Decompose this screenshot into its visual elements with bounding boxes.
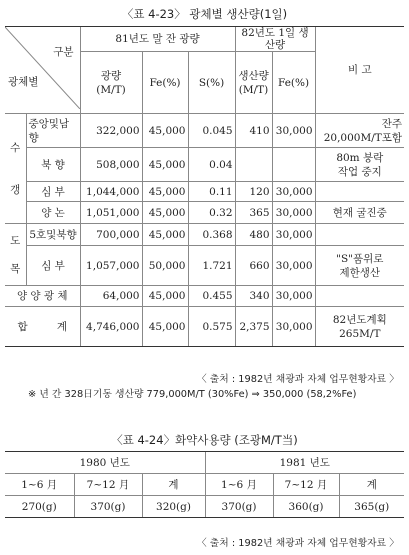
cell-production-fe: 30,000 xyxy=(272,224,315,246)
header-gwangche: 광체별 xyxy=(8,76,39,88)
cell-s: 1.721 xyxy=(188,246,235,286)
col-header: 1~6 月 xyxy=(5,474,74,496)
usage-value: 270(g) xyxy=(5,496,74,518)
cell-note: 잔주 20,000M/T포함 xyxy=(315,114,404,148)
usage-value: 320(g) xyxy=(142,496,205,518)
cell-fe: 45,000 xyxy=(142,286,188,307)
cell-production: 365 xyxy=(235,202,272,224)
cell-note: 82년도계획 265M/T xyxy=(315,307,404,347)
cell-s: 0.368 xyxy=(188,224,235,246)
cell-production-fe: 30,000 xyxy=(272,202,315,224)
cell-note xyxy=(315,182,404,202)
cell-quantity: 322,000 xyxy=(80,114,142,148)
diagonal-line xyxy=(5,27,80,109)
header-gubun: 구분 xyxy=(53,46,74,58)
cell-quantity: 4,746,000 xyxy=(80,307,142,347)
table2-source: 〈 출처 : 1982년 채광과 자체 업무현황자료 〉 xyxy=(196,538,399,549)
cell-note: 현재 굴진중 xyxy=(315,202,404,224)
cell-quantity: 508,000 xyxy=(80,148,142,182)
header-bigo: 비 고 xyxy=(315,27,404,114)
row-name: 북 향 xyxy=(26,148,80,182)
header-1981: 1981 년도 xyxy=(205,452,404,474)
cell-production: 2,375 xyxy=(235,307,272,347)
col-header: 계 xyxy=(339,474,404,496)
cell-production-fe xyxy=(272,148,315,182)
col-header: 계 xyxy=(142,474,205,496)
cell-note xyxy=(315,286,404,307)
group-domok: 도 목 xyxy=(5,224,26,286)
row-total-name: 합 계 xyxy=(5,307,80,347)
row-name: 양 양 광 체 xyxy=(5,286,80,307)
cell-note: "S"품위로 제한생산 xyxy=(315,246,404,286)
cell-s: 0.045 xyxy=(188,114,235,148)
row-name: 양 논 xyxy=(26,202,80,224)
table1-source: 〈 출처 : 1982년 채광과 자체 업무현황자료 〉 xyxy=(196,374,399,385)
cell-production: 120 xyxy=(235,182,272,202)
corner-header-cell xyxy=(5,27,80,114)
cell-production-fe: 30,000 xyxy=(272,286,315,307)
row-name: 심 부 xyxy=(26,246,80,286)
cell-s: 0.04 xyxy=(188,148,235,182)
table1-footnote: ※ 년 간 328日기동 생산량 779,000M/T (30%Fe) ⇒ 350,000 (58,2%Fe) xyxy=(28,389,357,400)
cell-quantity: 1,057,000 xyxy=(80,246,142,286)
cell-fe: 45,000 xyxy=(142,114,188,148)
header-fe: Fe(%) xyxy=(142,52,188,114)
col-header: 7~12 月 xyxy=(273,474,339,496)
cell-production: 480 xyxy=(235,224,272,246)
header-s: S(%) xyxy=(188,52,235,114)
cell-quantity: 1,044,000 xyxy=(80,182,142,202)
header-1980: 1980 년도 xyxy=(5,452,205,474)
header-82-production: 82년도 1일 생산량 xyxy=(235,27,315,52)
cell-production: 660 xyxy=(235,246,272,286)
header-81-remaining: 81년도 말 잔 광량 xyxy=(80,27,235,52)
cell-quantity: 64,000 xyxy=(80,286,142,307)
cell-fe: 45,000 xyxy=(142,202,188,224)
cell-fe: 45,000 xyxy=(142,307,188,347)
cell-note: 80m 붕락 작업 중지 xyxy=(315,148,404,182)
header-production: 생산량 (M/T) xyxy=(235,52,272,114)
row-name: 중앙및남향 xyxy=(26,114,80,148)
col-header: 7~12 月 xyxy=(74,474,142,496)
cell-quantity: 1,051,000 xyxy=(80,202,142,224)
cell-note xyxy=(315,224,404,246)
cell-fe: 45,000 xyxy=(142,224,188,246)
header-production-fe: Fe(%) xyxy=(272,52,315,114)
header-quantity: 광량 (M/T) xyxy=(80,52,142,114)
cell-production-fe: 30,000 xyxy=(272,182,315,202)
usage-value: 365(g) xyxy=(339,496,404,518)
usage-value: 370(g) xyxy=(205,496,273,518)
cell-fe: 45,000 xyxy=(142,148,188,182)
usage-value: 360(g) xyxy=(273,496,339,518)
row-name: 5호및북향 xyxy=(26,224,80,246)
group-sugyeong: 수 갱 xyxy=(5,114,26,224)
cell-s: 0.575 xyxy=(188,307,235,347)
cell-production xyxy=(235,148,272,182)
cell-production-fe: 30,000 xyxy=(272,246,315,286)
col-header: 1~6 月 xyxy=(205,474,273,496)
cell-quantity: 700,000 xyxy=(80,224,142,246)
explosive-usage-table xyxy=(5,451,404,518)
usage-value: 370(g) xyxy=(74,496,142,518)
cell-production-fe: 30,000 xyxy=(272,114,315,148)
production-table xyxy=(5,26,404,347)
row-name: 심 부 xyxy=(26,182,80,202)
cell-production: 340 xyxy=(235,286,272,307)
table1-title: 〈표 4-23〉 광체별 생산량(1일) xyxy=(121,7,288,21)
cell-s: 0.11 xyxy=(188,182,235,202)
cell-fe: 50,000 xyxy=(142,246,188,286)
table2-title: 〈표 4-24〉화약사용량 (조광M/T当) xyxy=(111,433,298,447)
cell-production-fe: 30,000 xyxy=(272,307,315,347)
cell-production: 410 xyxy=(235,114,272,148)
cell-fe: 45,000 xyxy=(142,182,188,202)
cell-s: 0.455 xyxy=(188,286,235,307)
cell-s: 0.32 xyxy=(188,202,235,224)
